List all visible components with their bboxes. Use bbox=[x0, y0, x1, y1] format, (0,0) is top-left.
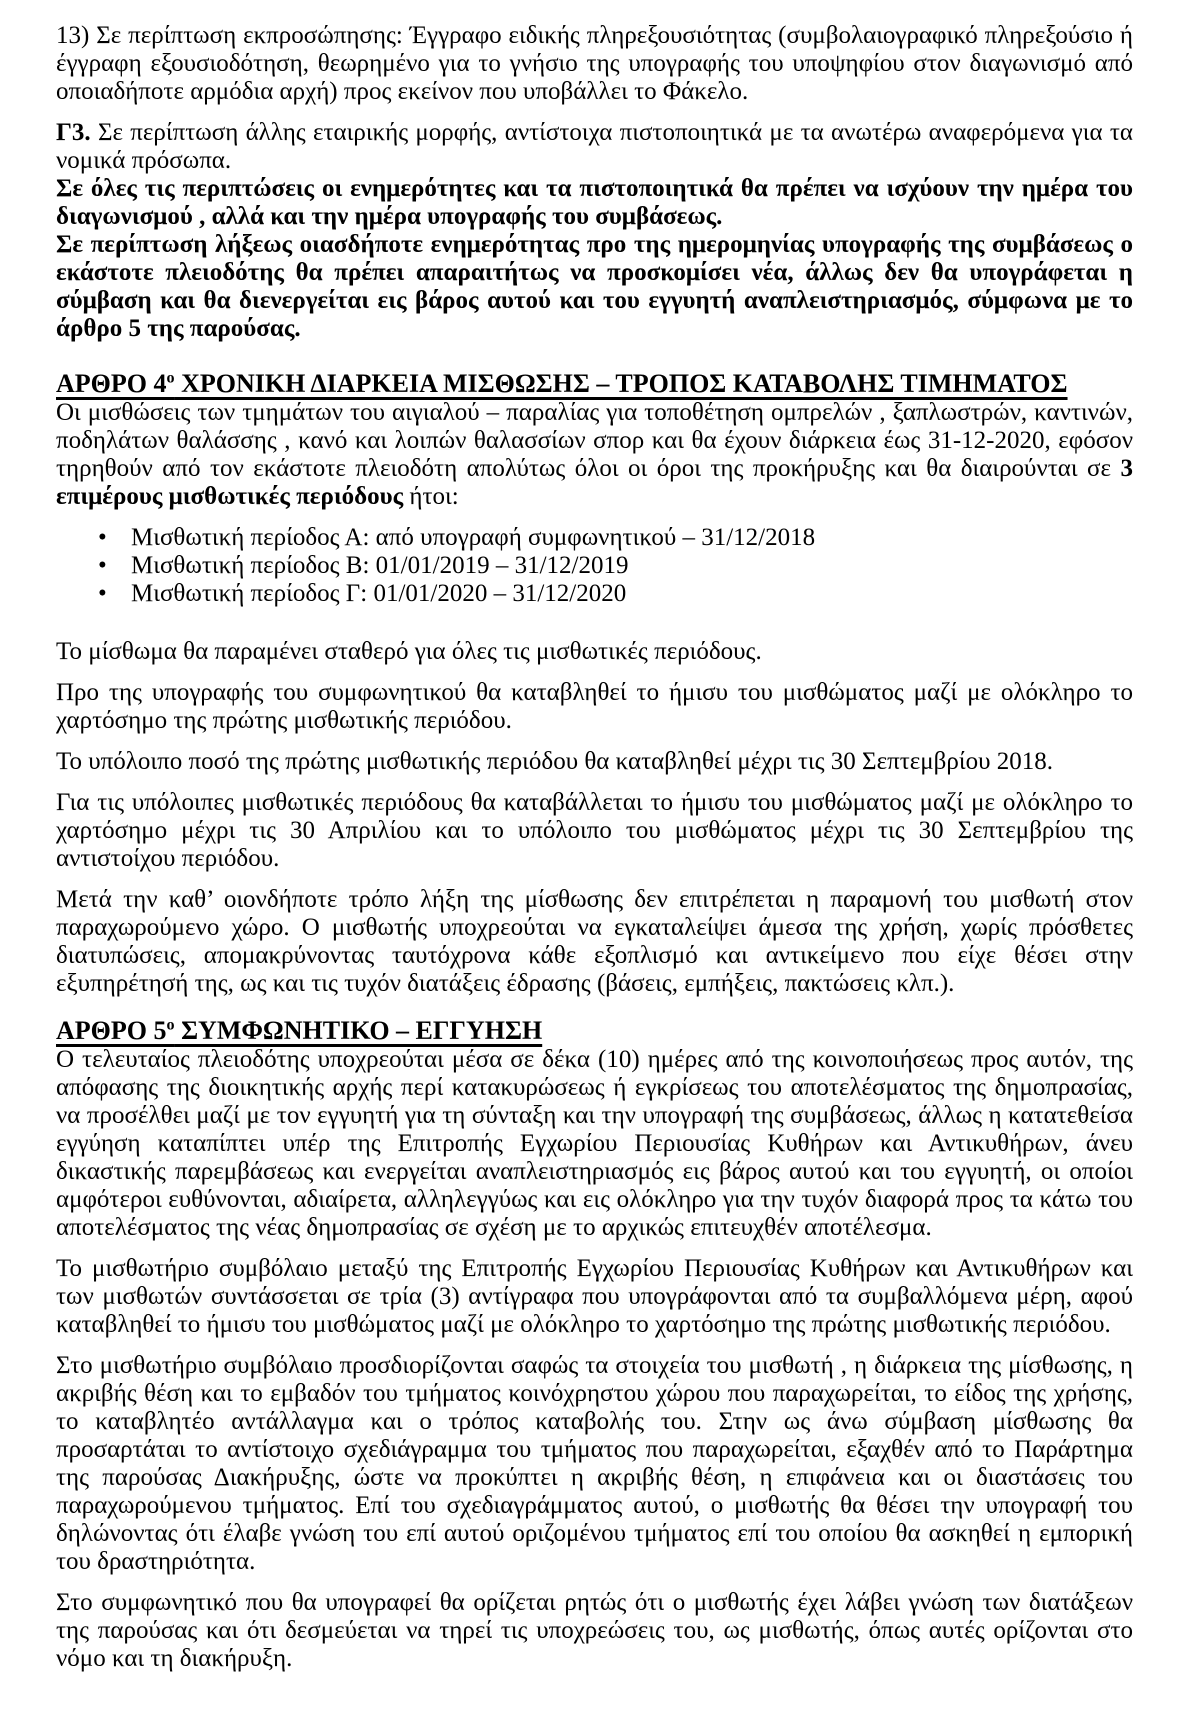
article-4-number: ΑΡΘΡΟ 4 bbox=[56, 369, 167, 398]
para-agreement-terms: Στο συμφωνητικό που θα υπογραφεί θα ορίζεται ρητώς ότι ο μισθωτής έχει λάβει γνώση των διατάξεων της παρούσας και ότι δεσμεύεται να τηρεί τις υποχρεώσεις του, ως μισθωτής, όπως αυτές ορίζονται στο νόμο και τη διακήρυξη. bbox=[56, 1589, 1133, 1672]
bullet-icon: • bbox=[98, 580, 107, 607]
lease-intro-bold-text: 3 επιμέρους μισθωτικές περιόδους bbox=[56, 455, 1133, 510]
article-5-ordinal-sup: ο bbox=[166, 1016, 175, 1034]
article-5-number: ΑΡΘΡΟ 5 bbox=[56, 1016, 167, 1045]
para-representation: 13) Σε περίπτωση εκπροσώπησης: Έγγραφο ειδικής πληρεξουσιότητας (συμβολαιογραφικό πληρεξούσιο ή έγγραφη εξουσιοδότηση, θεωρημένο για το γνήσιο της υπογραφής του υποψηφίου στον διαγωνισμό από οποιαδήποτε αρμόδια αρχή) προς εκείνον που υποβάλλει το Φάκελο. bbox=[56, 22, 1133, 105]
rental-period-item bbox=[56, 552, 1133, 580]
para-g3-lead: Γ3. bbox=[56, 119, 91, 146]
para-lease-contract-details: Στο μισθωτήριο συμβόλαιο προσδιορίζονται σαφώς τα στοιχεία του μισθωτή , η διάρκεια της μίσθωσης, η ακριβής θέση και το εμβαδόν του τμήματος κοινόχρηστου χώρου που παραχωρείται, το είδος της χρήσης, το καταβλητέο αντάλλαγμα και ο τρόπος καταβολής του. Στην ως άνω σύμβαση μίσθωσης θα προσαρτάται το αντίστοιχο σχεδιάγραμμα του τμήματος που παραχωρείται, εξαχθέν από το Παράρτημα της παρούσας Διακήρυξης, ώστε να προκύπτει η ακριβής θέση, η επιφάνεια και οι διαστάσεις του παραχωρούμενου τμήματος. Επί του σχεδιαγράμματος αυτού, ο μισθωτής θα θέσει την υπογραφή του δηλώνοντας ότι έλαβε γνώση του επί αυτού οριζομένου τμήματος επί του οποίου θα ασκηθεί η εμπορική του δραστηριότητα. bbox=[56, 1352, 1133, 1575]
article-4-heading bbox=[56, 369, 1133, 399]
para-remaining-periods-payment: Για τις υπόλοιπες μισθωτικές περιόδους θα καταβάλλεται το ήμισυ του μισθώματος μαζί με ολόκληρο το χαρτόσημο μέχρι τις 30 Απριλίου και το υπόλοιπο του μισθώματος μέχρι τις 30 Σεπτεμβρίου της αντιστοίχου περιόδου. bbox=[56, 789, 1133, 872]
rental-periods-list bbox=[56, 524, 1133, 608]
lease-intro-text: Οι μισθώσεις των τμημάτων του αιγιαλού – παραλίας για τοποθέτηση ομπρελών , ξαπλωστρών, καντινών, ποδηλάτων θαλάσσης , κανό και λοιπών θαλασσίων σπορ και θα έχουν διάρκεια έως 31-12-2020, εφόσον τηρηθούν από τον εκάστοτε πλειοδότη απολύτως όλοι οι όροι της προκήρυξης και θα διαιρούνται σε bbox=[56, 399, 1133, 482]
para-first-period-balance: Το υπόλοιπο ποσό της πρώτης μισθωτικής περιόδου θα καταβληθεί μέχρι τις 30 Σεπτεμβρίου 2018. bbox=[56, 748, 1053, 775]
article-4-heading-text bbox=[56, 369, 1068, 398]
article-5-title: ΣΥΜΦΩΝΗΤΙΚΟ – ΕΓΓΥΗΣΗ bbox=[174, 1016, 543, 1045]
para-half-rent-before-signing: Προ της υπογραφής του συμφωνητικού θα καταβληθεί το ήμισυ του μισθώματος μαζί με ολόκληρο το χαρτόσημο της πρώτης μισθωτικής περιόδου. bbox=[56, 679, 1133, 734]
para-g3-other-company-form bbox=[56, 119, 1133, 175]
lease-intro-tail: ήτοι: bbox=[403, 483, 459, 510]
rental-period-item bbox=[56, 580, 1133, 608]
article-5-heading-text bbox=[56, 1016, 542, 1045]
article-4-title: ΧΡΟΝΙΚΗ ΔΙΑΡΚΕΙΑ ΜΙΣΘΩΣΗΣ – ΤΡΟΠΟΣ ΚΑΤΑΒΟΛΗΣ ΤΙΜΗΜΑΤΟΣ bbox=[174, 369, 1068, 398]
para-lease-contract-copies: Το μισθωτήριο συμβόλαιο μεταξύ της Επιτροπής Εγχωρίου Περιουσίας Κυθήρων και Αντικυθήρων και των μισθωτών συντάσσεται σε τρία (3) αντίγραφα που υπογράφονται από τα συμβαλλόμενα μέρη, αφού καταβληθεί το ήμισυ του μισθώματος μαζί με ολόκληρο το χαρτόσημο της πρώτης μισθωτικής περιόδου. bbox=[56, 1255, 1133, 1338]
article-4-ordinal-sup: ο bbox=[166, 369, 175, 387]
para-after-lease-end: Μετά την καθ’ οιονδήποτε τρόπο λήξη της μίσθωσης δεν επιτρέπεται η παραμονή του μισθωτή στον παραχωρούμενο χώρο. Ο μισθωτής υποχρεούται να εγκαταλείψει άμεσα της χρήση, χωρίς πρόσθετες διατυπώσεις, απομακρύνοντας ταυτόχρονα κάθε εξοπλισμό και αντικείμενο που είχε θέσει στην εξυπηρέτησή της, ως και τις τυχόν διατάξεις έδρασης (βάσεις, εμπήξεις, πακτώσεις κλπ.). bbox=[56, 886, 1133, 997]
para-rent-fixed: Το μίσθωμα θα παραμένει σταθερό για όλες τις μισθωτικές περιόδους. bbox=[56, 638, 762, 665]
bullet-icon: • bbox=[98, 524, 107, 551]
article-5-heading bbox=[56, 1016, 1133, 1046]
para-lease-duration-intro bbox=[56, 399, 1133, 511]
para-last-bidder-obligations: Ο τελευταίος πλειοδότης υποχρεούται μέσα σε δέκα (10) ημέρες από της κοινοποιήσεως προς αυτόν, της απόφασης της διοικητικής αρχής περί κατακυρώσεως ή εγκρίσεως του αποτελέσματος της δημοπρασίας, να προσέλθει μαζί με τον εγγυητή για τη σύνταξη και την υπογραφή της συμβάσεως, άλλως η κατατεθείσα εγγύηση καταπίπτει υπέρ της Επιτροπής Εγχωρίου Περιουσίας Κυθήρων και Αντικυθήρων, άνευ δικαστικής παρεμβάσεως και ενεργείται αναπλειστηριασμός εις βάρος αυτού και του εγγυητή, οι οποίοι αμφότεροι ευθύνονται, αδιαίρετα, αλληλεγγύως και εις ολόκληρο για την τυχόν διαφορά προς τα κάτω του αποτελέσματος της νέας δημοπρασίας σε σχέση με το αρχικώς επιτευχθέν αποτέλεσμα. bbox=[56, 1046, 1133, 1241]
rental-period-label: Μισθωτική περίοδος Β: 01/01/2019 – 31/12/2019 bbox=[131, 552, 629, 579]
rental-period-label: Μισθωτική περίοδος Α: από υπογραφή συμφωνητικού – 31/12/2018 bbox=[131, 524, 816, 551]
para-certificates-validity: Σε όλες τις περιπτώσεις οι ενημερότητες και τα πιστοποιητικά θα πρέπει να ισχύουν την ημέρα του διαγωνισμού , αλλά και την ημέρα υπογραφής του συμβάσεως. bbox=[56, 175, 1133, 230]
para-g3-rest: Σε περίπτωση άλλης εταιρικής μορφής, αντίστοιχα πιστοποιητικά με τα ανωτέρω αναφερόμενα για τα νομικά πρόσωπα. bbox=[56, 119, 1133, 174]
rental-period-item bbox=[56, 524, 1133, 552]
para-expired-certificate: Σε περίπτωση λήξεως οιασδήποτε ενημερότητας προ της ημερομηνίας υπογραφής της συμβάσεως ο εκάστοτε πλειοδότης θα πρέπει απαραιτήτως να προσκομίσει νέα, άλλως δεν θα υπογράφεται η σύμβαση και θα διενεργείται εις βάρος αυτού και του εγγυητή αναπλειστηριασμός, σύμφωνα με το άρθρο 5 της παρούσας. bbox=[56, 231, 1133, 342]
bullet-icon: • bbox=[98, 552, 107, 579]
rental-period-label: Μισθωτική περίοδος Γ: 01/01/2020 – 31/12/2020 bbox=[131, 580, 627, 607]
